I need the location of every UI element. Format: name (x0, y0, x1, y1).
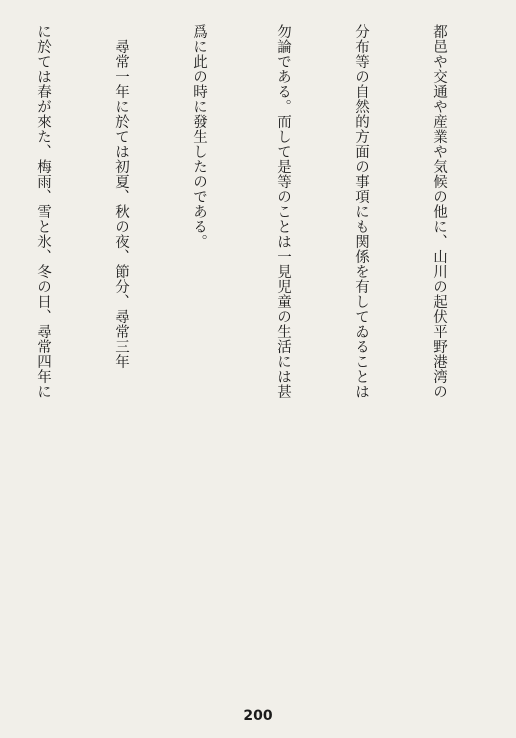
text-line: に於ては春が來た、梅雨、雪と氷、冬の日、尋常四年に (35, 24, 51, 399)
left-text-column (6, 24, 264, 696)
right-text-column (268, 24, 504, 696)
text-line: 尋常一年に於ては初夏、秋の夜、節分、尋常三年 (113, 24, 129, 369)
text-line: 爲に此の時に發生したのである。 (191, 24, 207, 249)
text-line: 分布等の自然的方面の事項にも関係を有してゐることは (353, 24, 369, 399)
text-line: 都邑や交通や産業や気候の他に、山川の起伏平野港湾の (431, 24, 447, 399)
text-line: 勿論である。而して是等のことは一見児童の生活には甚 (275, 24, 291, 399)
page-number: 200 (243, 708, 273, 724)
